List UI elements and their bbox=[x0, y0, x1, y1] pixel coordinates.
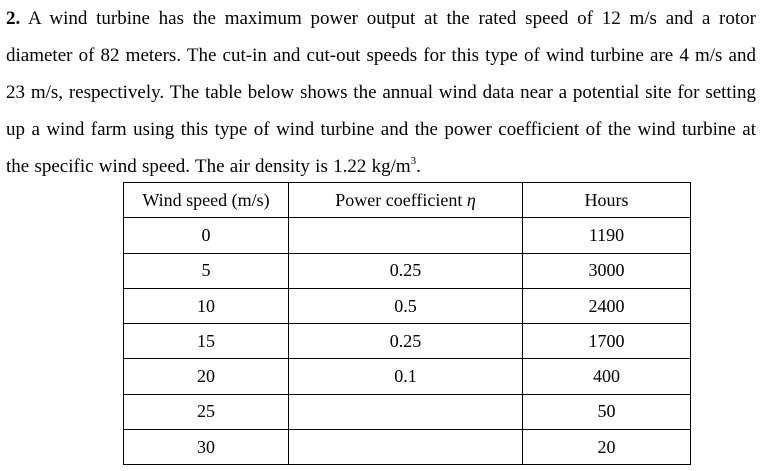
table-row bbox=[124, 430, 691, 465]
cell-wind-speed: 10 bbox=[124, 288, 289, 323]
cell-wind-speed: 0 bbox=[124, 218, 289, 253]
cell-hours: 1190 bbox=[523, 218, 691, 253]
cell-hours: 20 bbox=[523, 430, 691, 465]
cell-hours: 50 bbox=[523, 394, 691, 429]
header-hours: Hours bbox=[523, 183, 691, 218]
table-row bbox=[124, 324, 691, 359]
cell-power-coefficient bbox=[289, 218, 523, 253]
unit-superscript: 3 bbox=[410, 155, 417, 167]
cell-wind-speed: 25 bbox=[124, 394, 289, 429]
cell-hours: 1700 bbox=[523, 324, 691, 359]
cell-hours: 3000 bbox=[523, 253, 691, 288]
header-power-coefficient-label: Power coefficient bbox=[335, 189, 467, 210]
cell-power-coefficient: 0.25 bbox=[289, 324, 523, 359]
cell-wind-speed: 15 bbox=[124, 324, 289, 359]
problem-number: 2. bbox=[6, 8, 21, 29]
eta-symbol: η bbox=[466, 189, 476, 210]
header-wind-speed: Wind speed (m/s) bbox=[124, 183, 289, 218]
table-header-row bbox=[124, 183, 691, 218]
cell-wind-speed: 5 bbox=[124, 253, 289, 288]
problem-statement bbox=[6, 0, 756, 185]
cell-power-coefficient bbox=[289, 394, 523, 429]
problem-text: A wind turbine has the maximum power output at the rated speed of 12 m/s and a rotor diameter of 82 meters. The cut-in and cut-out speeds for this type of wind turbine are 4 m/s and 23 m/s, respectively. The table below shows the annual wind data near a potential site for setting up a wind farm using this type of wind turbine and the power coefficient of the wind turbine at the specific wind speed. The air density is 1.22 kg/m bbox=[6, 8, 756, 177]
table-row bbox=[124, 394, 691, 429]
cell-power-coefficient: 0.1 bbox=[289, 359, 523, 394]
cell-power-coefficient: 0.5 bbox=[289, 288, 523, 323]
table-row bbox=[124, 359, 691, 394]
cell-wind-speed: 30 bbox=[124, 430, 289, 465]
cell-power-coefficient bbox=[289, 430, 523, 465]
table-row bbox=[124, 218, 691, 253]
table-row bbox=[124, 253, 691, 288]
cell-power-coefficient: 0.25 bbox=[289, 253, 523, 288]
cell-hours: 400 bbox=[523, 359, 691, 394]
wind-data-table bbox=[123, 182, 691, 465]
cell-wind-speed: 20 bbox=[124, 359, 289, 394]
table-row bbox=[124, 288, 691, 323]
header-power-coefficient bbox=[289, 183, 523, 218]
problem-text-end: . bbox=[416, 156, 421, 177]
cell-hours: 2400 bbox=[523, 288, 691, 323]
